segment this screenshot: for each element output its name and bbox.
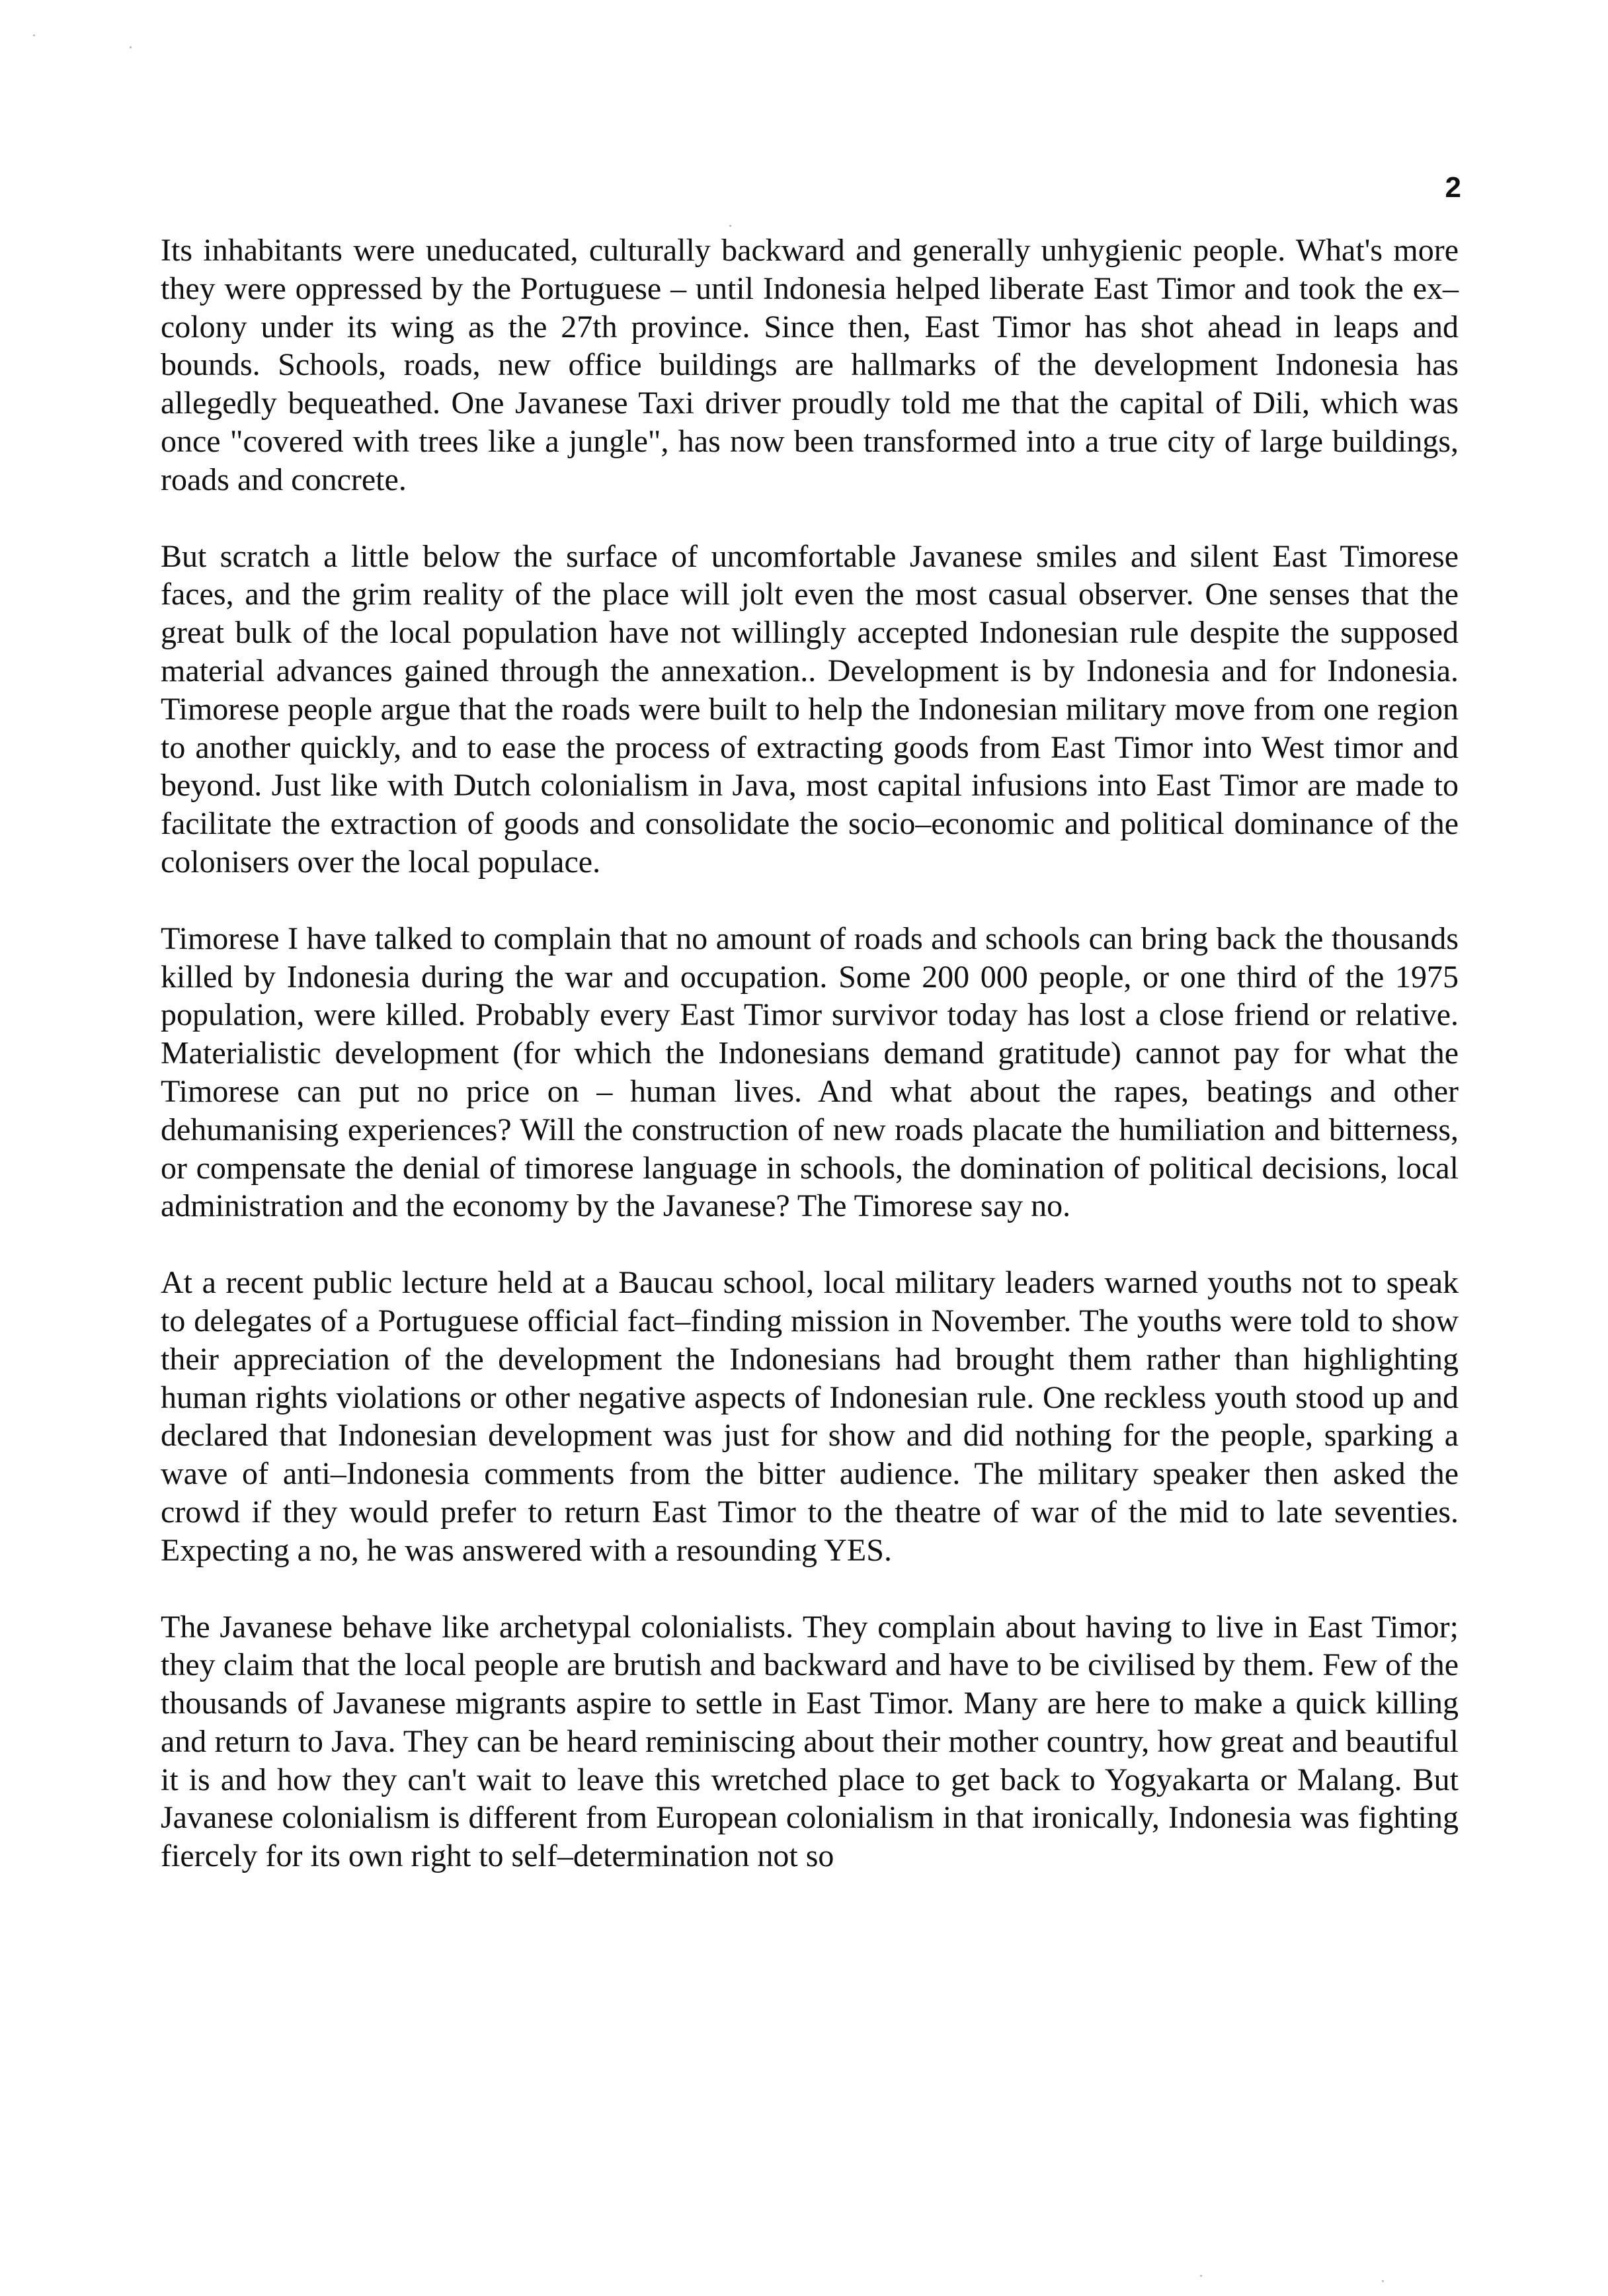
page-number: 2 (1445, 171, 1461, 204)
scan-speck (1382, 2280, 1384, 2282)
scan-speck (1200, 2275, 1202, 2277)
paragraph-3: Timorese I have talked to complain that no amount of roads and schools can bring back the thousands killed by Indonesia during the war and occupation. Some 200 000 people, or one third of the 1975 population, were killed. Probably every East Timor survivor today has lost a close friend or relative. Materialistic development (for which the Indonesians demand gratitude) cannot pay for what the Timorese can put no price on – human lives. And what about the rapes, beatings and other dehumanising experiences? Will the construction of new roads placate the humiliation and bitterness, or compensate the denial of timorese language in schools, the domination of political decisions, local administration and the economy by the Javanese? The Timorese say no. (161, 921, 1459, 1224)
paragraph-4: At a recent public lecture held at a Baucau school, local military leaders warned youths not to speak to delegates of a Portuguese official fact–finding mission in November. The youths were told to show their appreciation of the development the Indonesians had brought them rather than highlighting human rights violations or other negative aspects of Indonesian rule. One reckless youth stood up and declared that Indonesian development was just for show and did nothing for the people, sparking a wave of anti–Indonesia comments from the bitter audience. The military speaker then asked the crowd if they would prefer to return East Timor to the theatre of war of the mid to late seventies. Expecting a no, he was answered with a resounding YES. (161, 1265, 1459, 1568)
paragraph-2: But scratch a little below the surface of uncomfortable Javanese smiles and silent East Timorese faces, and the grim reality of the place will jolt even the most casual observer. One senses that the great bulk of the local population have not willingly accepted Indonesian rule despite the supposed material advances gained through the annexation.. Development is by Indonesia and for Indonesia. Timorese people argue that the roads were built to help the Indonesian military move from one region to another quickly, and to ease the process of extracting goods from East Timor into West timor and beyond. Just like with Dutch colonialism in Java, most capital infusions into East Timor are made to facilitate the extraction of goods and consolidate the socio–economic and political dominance of the colonisers over the local populace. (161, 538, 1459, 880)
scan-speck (729, 225, 731, 227)
scan-speck (130, 46, 132, 48)
scan-speck (33, 34, 35, 36)
paragraph-5: The Javanese behave like archetypal colonialists. They complain about having to live in East Timor; they claim that the local people are brutish and backward and have to be civilised by them. Few of the thousands of Javanese migrants aspire to settle in East Timor. Many are here to make a quick killing and return to Java. They can be heard reminiscing about their mother country, how great and beautiful it is and how they can't wait to leave this wretched place to get back to Yogyakarta or Malang. But Javanese colonialism is different from European colonialism in that ironically, Indonesia was fighting fiercely for its own right to self–determination not so (161, 1609, 1459, 1874)
body-text (161, 231, 1459, 1875)
paragraph-1: Its inhabitants were uneducated, culturally backward and generally unhygienic people. What's more they were oppressed by the Portuguese – until Indonesia helped liberate East Timor and took the ex–colony under its wing as the 27th province. Since then, East Timor has shot ahead in leaps and bounds. Schools, roads, new office buildings are hallmarks of the development Indonesia has allegedly bequeathed. One Javanese Taxi driver proudly told me that the capital of Dili, which was once "covered with trees like a jungle", has now been transformed into a true city of large buildings, roads and concrete. (161, 233, 1459, 497)
